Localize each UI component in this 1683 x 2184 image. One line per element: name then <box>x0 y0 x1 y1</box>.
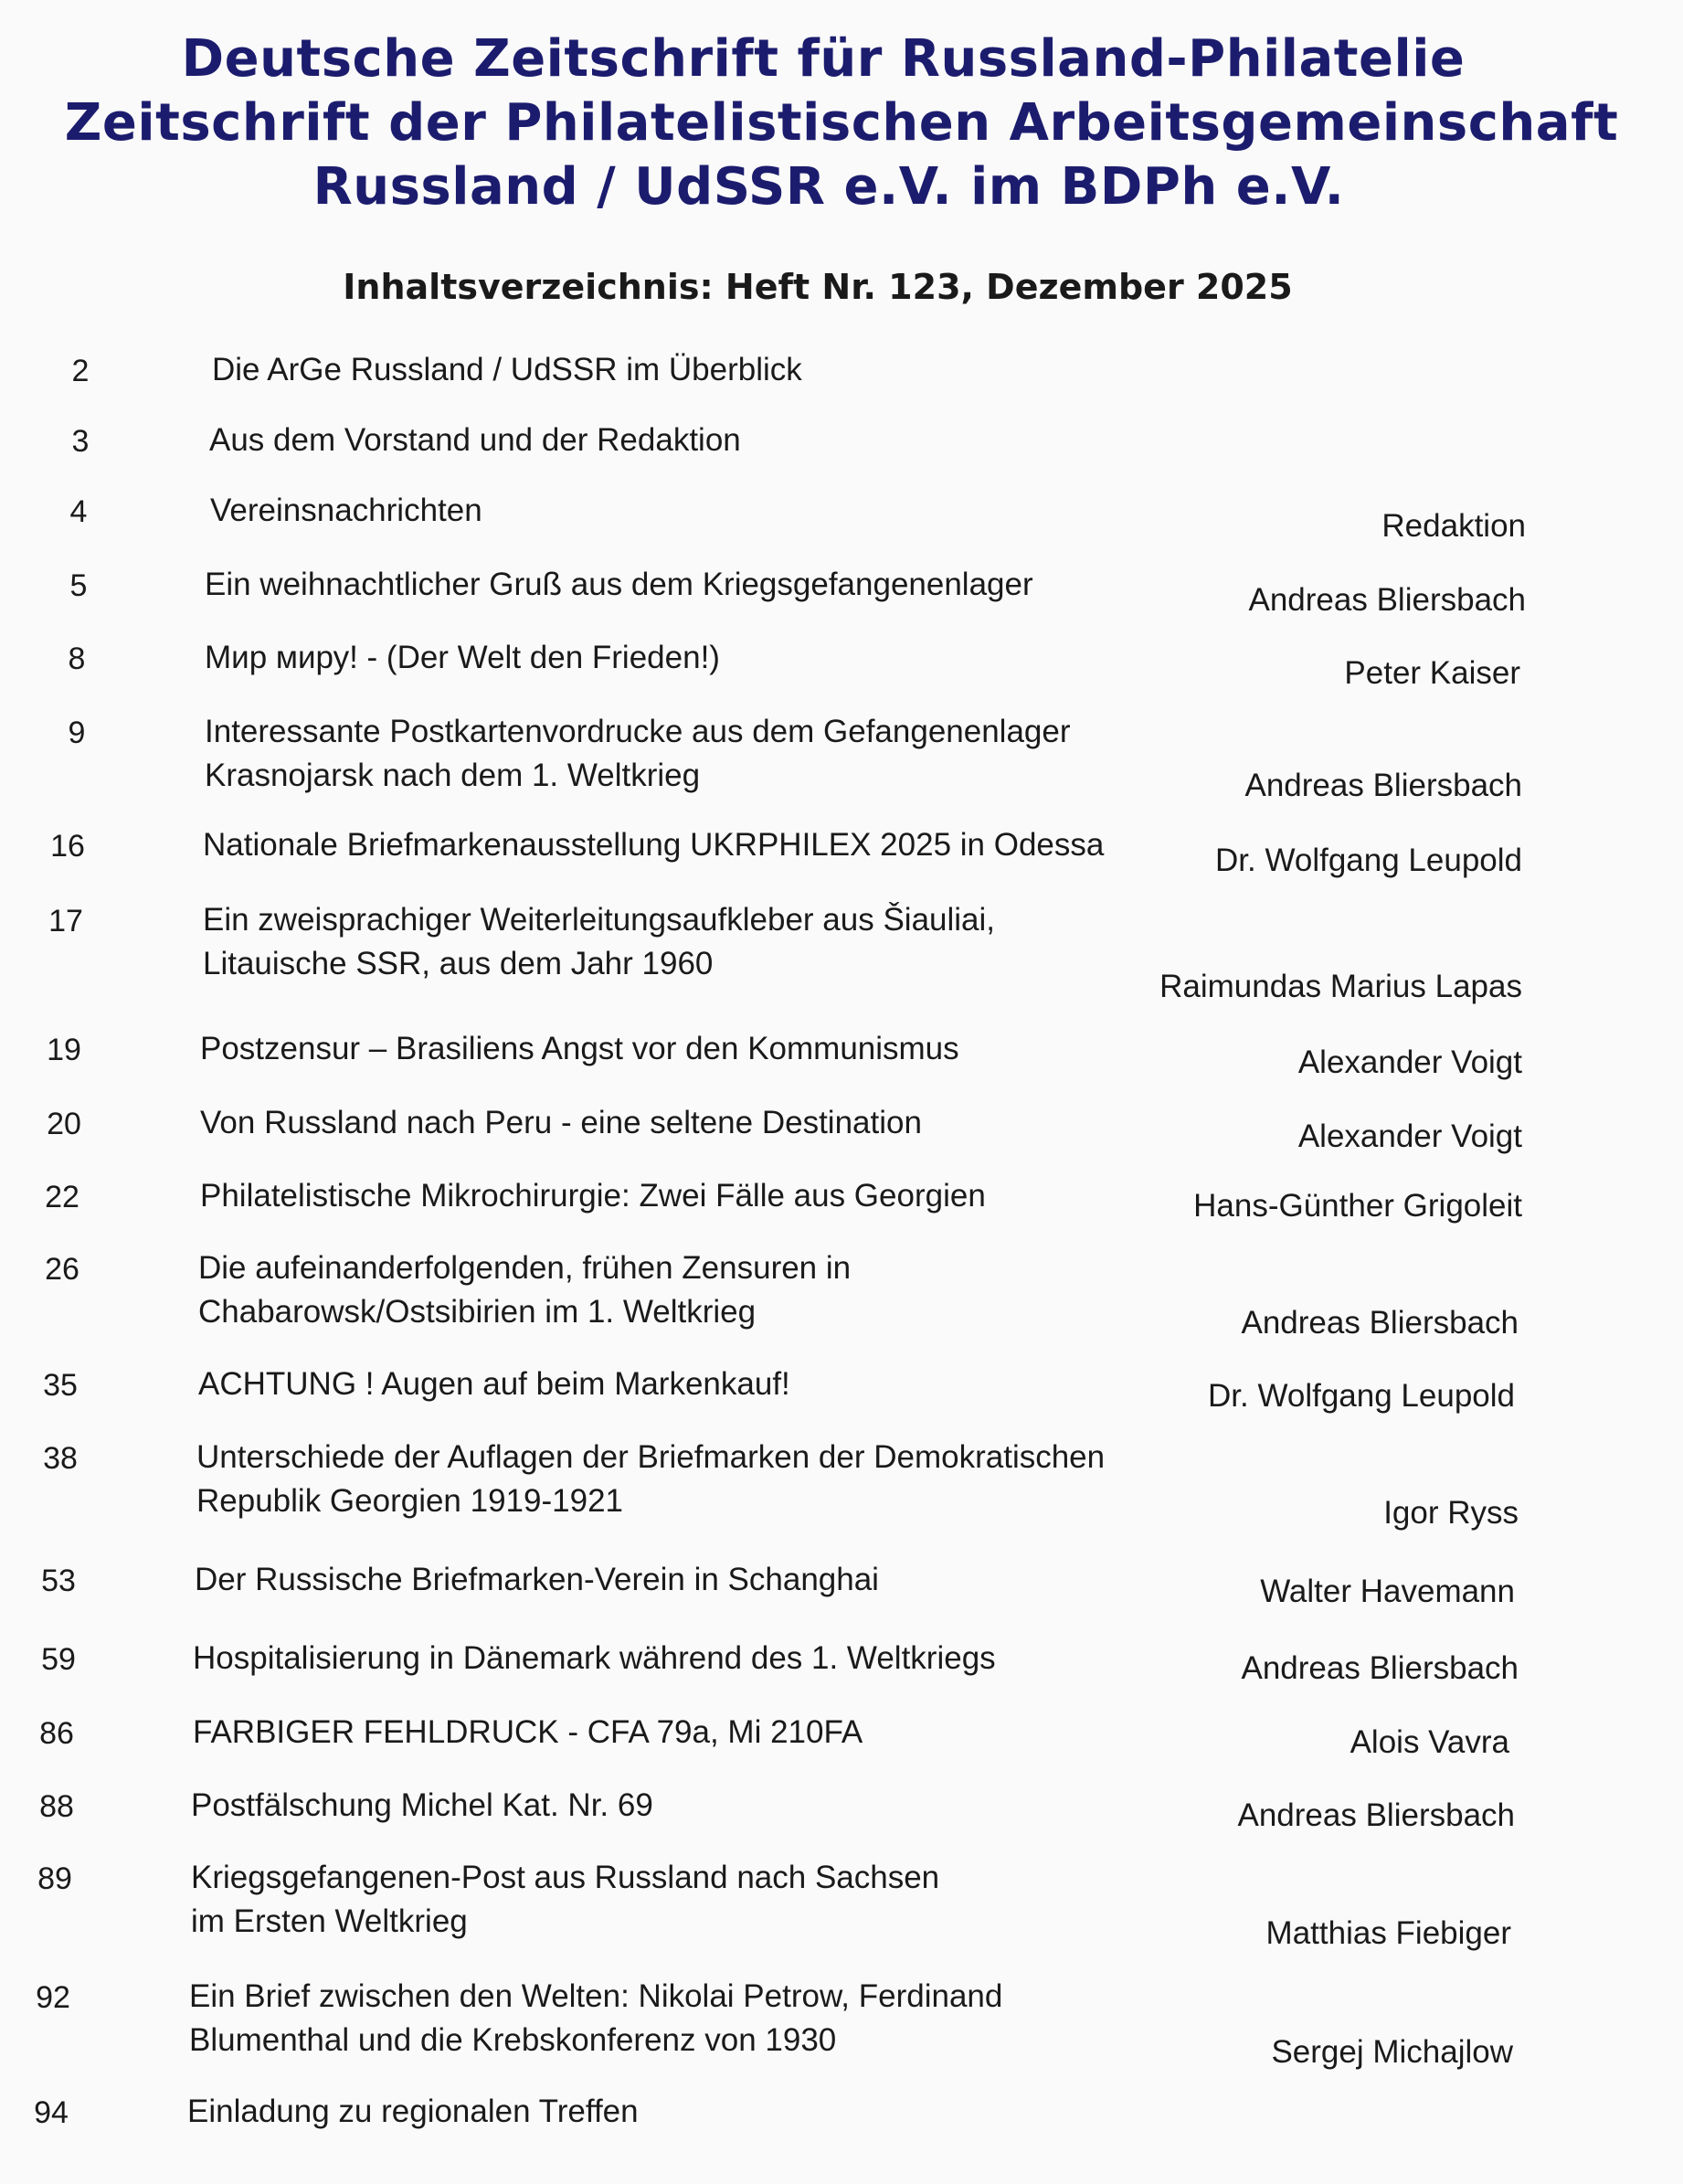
toc-page-number: 20 <box>47 1107 81 1141</box>
toc-entry-title-line: Kriegsgefangenen-Post aus Russland nach Sachsen <box>191 1860 940 1895</box>
toc-entry <box>0 1978 1683 2070</box>
toc-entry-title-line: im Ersten Weltkrieg <box>191 1903 468 1939</box>
toc-heading: Inhaltsverzeichnis: Heft Nr. 123, Dezember 2025 <box>343 267 1293 307</box>
toc-entry <box>0 1031 1683 1080</box>
toc-page-number: 94 <box>34 2095 69 2130</box>
toc-entry-author: Sergej Michajlow <box>1271 2034 1513 2070</box>
toc-entry <box>0 567 1683 618</box>
toc-entry-title-line: Ein zweisprachiger Weiterleitungsaufkleber aus Šiauliai, <box>203 902 996 938</box>
toc-entry-title <box>205 636 720 680</box>
toc-entry-title-line: Ein Brief zwischen den Welten: Nikolai Petrow, Ferdinand <box>189 1978 1003 2014</box>
toc-entry <box>0 422 1683 459</box>
toc-entry-title-line: Nationale Briefmarkenausstellung UKRPHILEX 2025 in Odessa <box>203 827 1105 863</box>
toc-entry-author: Raimundas Marius Lapas <box>1159 969 1522 1004</box>
toc-entry-title <box>193 1711 863 1755</box>
toc-entry <box>0 902 1683 1004</box>
toc-entry-title <box>193 1637 996 1680</box>
toc-entry-title-line: Einladung zu regionalen Treffen <box>187 2094 639 2129</box>
toc-entry-title <box>200 1027 959 1071</box>
toc-page-number: 89 <box>37 1861 72 1896</box>
toc-entry-author: Alois Vavra <box>1350 1724 1509 1760</box>
toc-entry-author: Andreas Bliersbach <box>1241 1650 1519 1686</box>
toc-entry-author: Andreas Bliersbach <box>1241 1305 1519 1341</box>
toc-entry-title-line: Die ArGe Russland / UdSSR im Überblick <box>212 352 802 387</box>
toc-entry-author: Andreas Bliersbach <box>1237 1797 1515 1833</box>
toc-page-number: 86 <box>39 1716 74 1751</box>
toc-entry-author: Andreas Bliersbach <box>1248 582 1526 618</box>
toc-entry-title-line: Vereinsnachrichten <box>210 493 482 528</box>
toc-entry <box>0 1860 1683 1951</box>
toc-entry-title <box>187 2090 639 2134</box>
toc-entry-author: Dr. Wolfgang Leupold <box>1215 843 1522 878</box>
toc-page-number: 38 <box>43 1441 78 1476</box>
toc-entry-title-line: Unterschiede der Auflagen der Briefmarken der Demokratischen <box>196 1439 1106 1475</box>
toc-entry-author: Alexander Voigt <box>1297 1044 1522 1080</box>
toc-entry-title-line: Мир миру! - (Der Welt den Frieden!) <box>205 640 720 675</box>
toc-entry <box>0 493 1683 544</box>
toc-entry-title-line: Philatelistische Mikrochirurgie: Zwei Fälle aus Georgien <box>200 1178 986 1214</box>
toc-page-number: 59 <box>41 1642 76 1677</box>
journal-subtitle: Zeitschrift der Philatelistischen Arbeitsgemeinschaft <box>64 93 1619 153</box>
toc-entry <box>0 1105 1683 1154</box>
toc-entry-title-line: Krasnojarsk nach dem 1. Weltkrieg <box>205 758 701 793</box>
toc-entry-title <box>189 1975 1002 2062</box>
toc-entry-title-line: Postzensur – Brasiliens Angst vor den Kommunismus <box>200 1031 959 1066</box>
toc-entry-title <box>212 348 802 392</box>
toc-page-number: 4 <box>69 494 88 529</box>
toc-entry-title <box>203 823 1104 867</box>
toc-entry-title <box>200 1174 986 1218</box>
toc-page-number: 3 <box>71 424 90 459</box>
toc-entry <box>0 2094 1683 2130</box>
toc-page-number: 9 <box>68 716 86 750</box>
toc-entry <box>0 1640 1683 1686</box>
toc-entry <box>0 1439 1683 1531</box>
toc-entry-author: Peter Kaiser <box>1344 655 1520 691</box>
toc-entry-title <box>205 710 1071 798</box>
toc-entry <box>0 714 1683 803</box>
toc-entry-title-line: Der Russische Briefmarken-Verein in Schanghai <box>195 1562 879 1597</box>
toc-entry <box>0 1178 1683 1224</box>
toc-entry-title-line: Hospitalisierung in Dänemark während des 1. Weltkriegs <box>193 1640 996 1676</box>
toc-entry <box>0 352 1683 388</box>
toc-entry-author: Andreas Bliersbach <box>1244 768 1522 803</box>
toc-entry-title <box>210 489 482 533</box>
toc-entry <box>0 1787 1683 1833</box>
journal-subtitle-continued: Russland / UdSSR e.V. im BDPh e.V. <box>312 157 1345 217</box>
masthead <box>0 27 1683 219</box>
toc-entry <box>0 827 1683 878</box>
toc-page-number: 53 <box>41 1564 76 1598</box>
toc-entry-title <box>209 419 741 462</box>
toc-page-number: 16 <box>50 829 85 864</box>
journal-title: Deutsche Zeitschrift für Russland-Philatelie <box>181 29 1466 89</box>
toc-entry-author: Igor Ryss <box>1383 1495 1519 1531</box>
toc-entry <box>0 1562 1683 1609</box>
toc-entry-title-line: Die aufeinanderfolgenden, frühen Zensuren in <box>198 1250 852 1286</box>
toc-page-number: 19 <box>47 1033 81 1067</box>
toc-entry-title-line: ACHTUNG ! Augen auf beim Markenkauf! <box>198 1366 790 1402</box>
toc-entry-title-line: Postfälschung Michel Kat. Nr. 69 <box>191 1787 653 1823</box>
toc-page-number: 26 <box>45 1252 79 1287</box>
toc-page-number: 5 <box>69 568 88 603</box>
toc-page-number: 92 <box>36 1980 70 2015</box>
toc-page-number: 35 <box>43 1368 78 1403</box>
toc-entry-title-line: Aus dem Vorstand und der Redaktion <box>209 422 741 458</box>
toc-entry-title <box>198 1246 851 1334</box>
toc-entry-title <box>200 1101 922 1145</box>
toc-page-number: 8 <box>68 641 86 676</box>
toc-page-number: 2 <box>71 354 90 388</box>
toc-entry-title-line: Republik Georgien 1919-1921 <box>196 1483 623 1519</box>
toc-entry-title <box>191 1856 939 1944</box>
toc-entry-title <box>191 1784 653 1828</box>
toc-entry-title-line: Blumenthal und die Krebskonferenz von 1930 <box>189 2022 837 2058</box>
toc-entry-title <box>203 898 995 986</box>
toc-entry-author: Alexander Voigt <box>1297 1119 1522 1154</box>
toc-entry-title-line: Interessante Postkartenvordrucke aus dem Gefangenenlager <box>205 714 1071 749</box>
toc-entry <box>0 640 1683 691</box>
toc-entry-title <box>205 563 1033 607</box>
toc-page-number: 22 <box>45 1180 79 1214</box>
toc-entry-author: Dr. Wolfgang Leupold <box>1208 1378 1515 1414</box>
toc-entry-author: Hans-Günther Grigoleit <box>1193 1188 1522 1224</box>
toc-entry-author: Redaktion <box>1381 508 1526 544</box>
toc-entry <box>0 1366 1683 1414</box>
toc-entry-title <box>196 1436 1105 1523</box>
toc-entry-title-line: FARBIGER FEHLDRUCK - CFA 79a, Mi 210FA <box>193 1714 863 1750</box>
toc-entry <box>0 1714 1683 1760</box>
toc-entry-title-line: Litauische SSR, aus dem Jahr 1960 <box>203 946 714 981</box>
toc-page-number: 88 <box>39 1789 74 1824</box>
toc-entry-title <box>198 1362 790 1406</box>
toc-entry-title-line: Von Russland nach Peru - eine seltene Destination <box>200 1105 922 1140</box>
toc-entry-author: Walter Havemann <box>1260 1574 1515 1609</box>
toc-entry-author: Matthias Fiebiger <box>1265 1915 1511 1951</box>
toc-entry-title-line: Chabarowsk/Ostsibirien im 1. Weltkrieg <box>198 1294 757 1330</box>
toc-page-number: 17 <box>48 904 83 938</box>
toc-entry-title-line: Ein weihnachtlicher Gruß aus dem Kriegsgefangenenlager <box>205 567 1033 602</box>
toc-entry <box>0 1250 1683 1341</box>
toc-entry-title <box>195 1558 879 1602</box>
